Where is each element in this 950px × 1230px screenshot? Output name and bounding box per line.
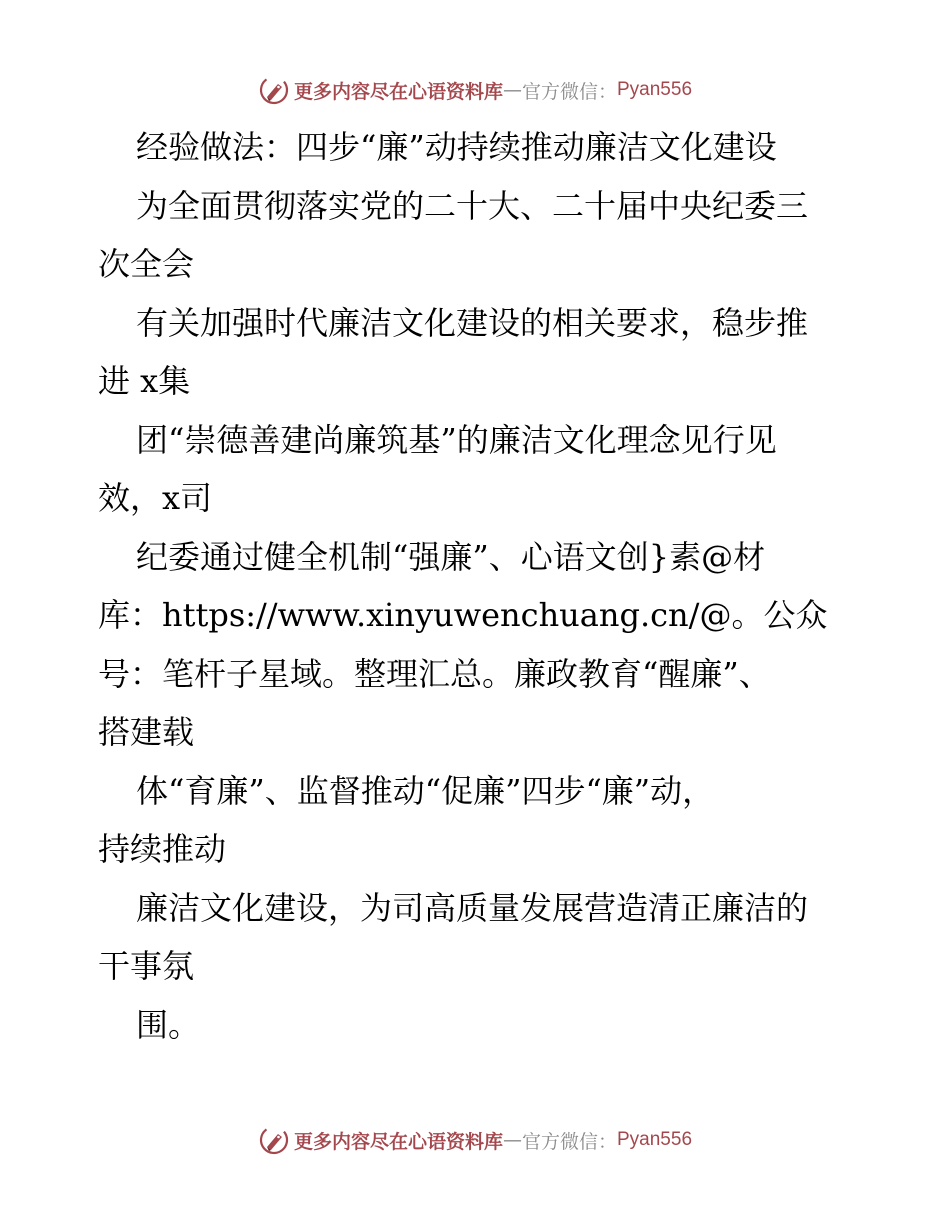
banner-contact-id: Pyan556: [617, 79, 693, 100]
text-line: 号：笔杆子星域。整理汇总。廉政教育“醒廉”、: [98, 654, 771, 693]
text-line: 搭建载: [98, 713, 195, 751]
text-line: 纪委通过健全机制“强廉”、心语文创}素@材: [136, 537, 766, 576]
text-line: 库：https://www.xinyuwenchuang.cn/@。公众: [98, 596, 828, 634]
text-line: 有关加强时代廉洁文化建设的相关要求，稳步推: [136, 303, 809, 342]
text-line: 围。: [136, 1005, 201, 1044]
header-banner: [0, 70, 950, 110]
banner-separator: —: [502, 1129, 522, 1151]
banner-main-text: 更多内容尽在心语资料库: [293, 1130, 503, 1153]
text-line: 进 x集: [98, 362, 191, 400]
pen-nib-circle-icon: [258, 74, 290, 106]
text-line: 团“崇德善建尚廉筑基”的廉洁文化理念见行见: [136, 420, 777, 459]
text-line: 体“育廉”、监督推动“促廉”四步“廉”动，: [136, 771, 715, 810]
text-line: 干事氛: [98, 947, 195, 985]
text-line: 为全面贯彻落实党的二十大、二十届中央纪委三: [136, 186, 809, 225]
text-line: 经验做法：四步“廉”动持续推动廉洁文化建设: [136, 128, 777, 166]
banner-separator: —: [502, 79, 522, 101]
text-line: 次全会: [98, 245, 195, 283]
banner-contact-label: 官方微信：: [521, 1130, 617, 1153]
banner-main-text: 更多内容尽在心语资料库: [293, 80, 503, 103]
banner-contact-label: 官方微信：: [521, 80, 617, 103]
footer-banner: [0, 1120, 950, 1160]
text-line: 廉洁文化建设，为司高质量发展营造清正廉洁的: [136, 888, 809, 927]
pen-nib-circle-icon: [258, 1124, 290, 1156]
text-line: 效，x司: [98, 479, 213, 517]
banner-contact-id: Pyan556: [617, 1129, 693, 1150]
text-line: 持续推动: [98, 830, 227, 868]
document-body: [98, 118, 858, 1054]
